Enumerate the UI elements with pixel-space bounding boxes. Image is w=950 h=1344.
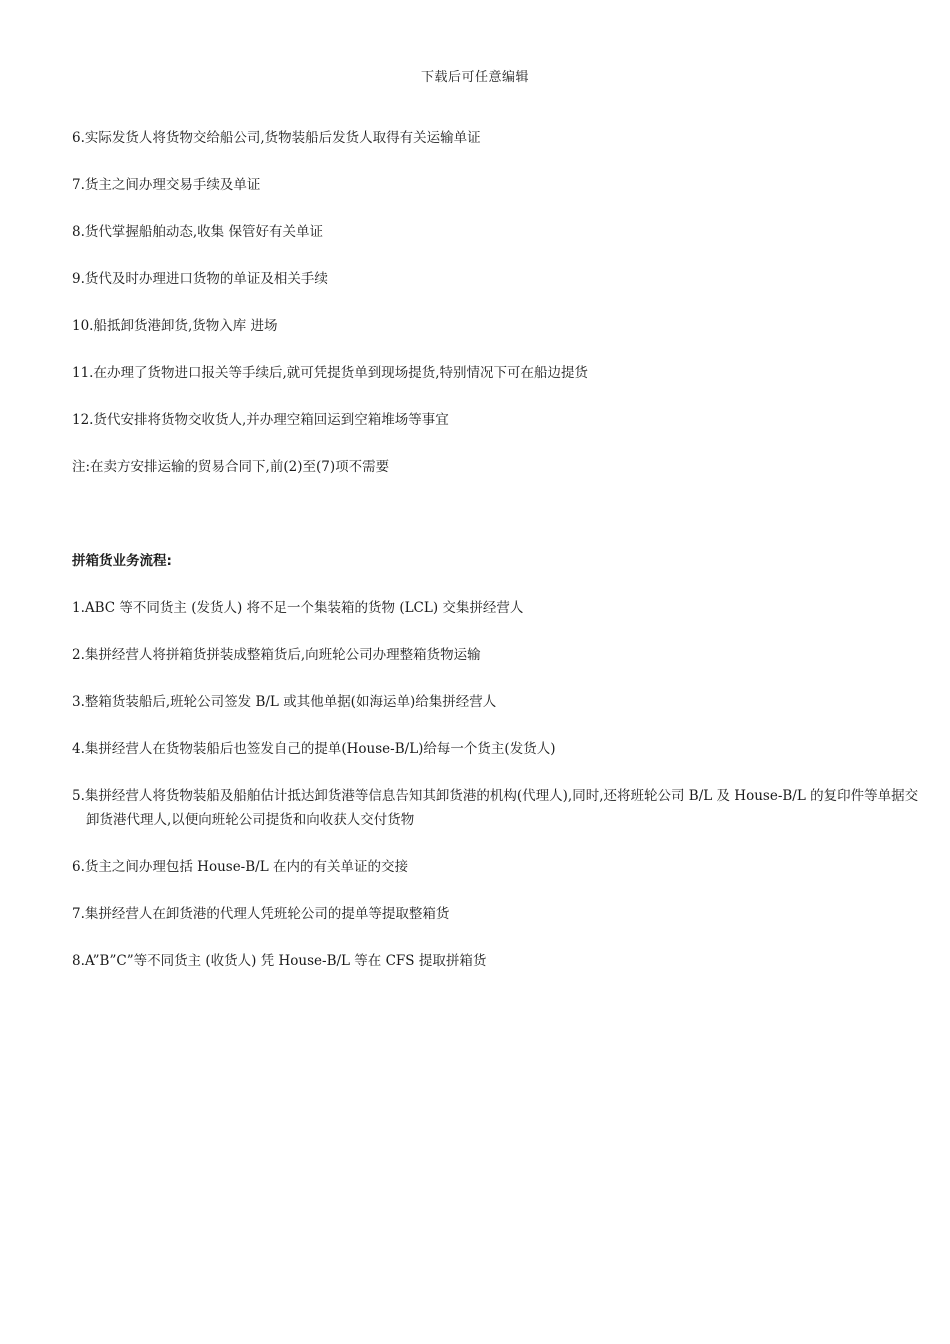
list-item-12: 12.货代安排将货物交收货人,并办理空箱回运到空箱堆场等事宜 <box>72 412 449 428</box>
lcl-step-4: 4.集拼经营人在货物装船后也签发自己的提单(House-B/L)给每一个货主(发货人) <box>72 741 556 757</box>
lcl-step-3: 3.整箱货装船后,班轮公司签发 B/L 或其他单据(如海运单)给集拼经营人 <box>72 694 497 710</box>
page-header: 下载后可任意编辑 <box>420 70 529 85</box>
list-item-7: 7.货主之间办理交易手续及单证 <box>72 177 261 193</box>
document-body <box>72 126 922 996</box>
list-item-8: 8.货代掌握船舶动态,收集 保管好有关单证 <box>72 224 323 240</box>
section-spacer <box>72 502 922 549</box>
list-item-10: 10.船抵卸货港卸货,货物入库 进场 <box>72 318 278 334</box>
lcl-step-2: 2.集拼经营人将拼箱货拼装成整箱货后,向班轮公司办理整箱货物运输 <box>72 647 481 663</box>
list-item-9: 9.货代及时办理进口货物的单证及相关手续 <box>72 271 328 287</box>
note: 注:在卖方安排运输的贸易合同下,前(2)至(7)项不需要 <box>72 459 390 475</box>
lcl-step-1: 1.ABC 等不同货主 (发货人) 将不足一个集装箱的货物 (LCL) 交集拼经营人 <box>72 600 524 616</box>
section-title: 拼箱货业务流程: <box>72 553 172 569</box>
lcl-step-8: 8.A”B”C”等不同货主 (收货人) 凭 House-B/L 等在 CFS 提取拼箱货 <box>72 953 487 969</box>
lcl-step-5: 5.集拼经营人将货物装船及船舶估计抵达卸货港等信息告知其卸货港的机构(代理人),同时,还将班轮公司 B/L 及 House-B/L 的复印件等单据交卸货港代理人,以便向班轮公司提货和向收获人交付货物 <box>72 788 919 828</box>
lcl-step-6: 6.货主之间办理包括 House-B/L 在内的有关单证的交接 <box>72 859 408 875</box>
list-item-11: 11.在办理了货物进口报关等手续后,就可凭提货单到现场提货,特别情况下可在船边提货 <box>72 365 589 381</box>
list-item-6: 6.实际发货人将货物交给船公司,货物装船后发货人取得有关运输单证 <box>72 130 481 146</box>
lcl-step-7: 7.集拼经营人在卸货港的代理人凭班轮公司的提单等提取整箱货 <box>72 906 450 922</box>
